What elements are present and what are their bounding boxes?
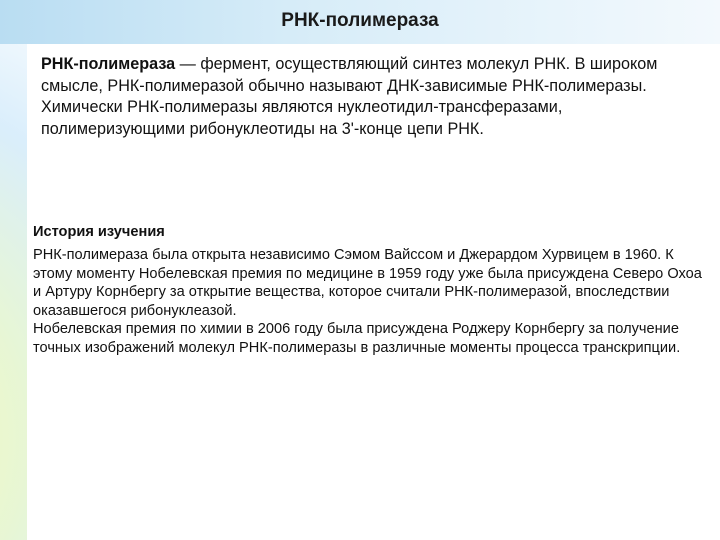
definition-text: — фермент, осуществляющий синтез молекул РНК. В широком смысле, РНК-полимеразой обычно называют ДНК-зависимые РНК-полимеразы. Химически РНК-полимеразы являются нуклеотидил-трансферазами, полимеризующими рибонуклеотиды на 3'-конце цепи РНК. <box>41 55 658 138</box>
definition-paragraph <box>41 54 709 140</box>
history-section <box>33 246 705 358</box>
history-paragraph-1: РНК-полимераза была открыта независимо Сэмом Вайссом и Джерардом Хурвицем в 1960. К этому моменту Нобелевская премия по медицине в 1959 году уже была присуждена Северо Охоа и Артуру Корнбергу за открытие вещества, которое считали РНК-полимеразой, впоследствии оказавшегося рибонуклеазой. <box>33 247 702 319</box>
history-paragraph-2: Нобелевская премия по химии в 2006 году была присуждена Роджеру Корнбергу за получение точных изображений молекул РНК-полимеразы в различные моменты процесса транскрипции. <box>33 321 681 356</box>
definition-term: РНК-полимераза <box>41 55 176 73</box>
slide-title: РНК-полимераза <box>281 10 439 31</box>
history-heading: История изучения <box>33 224 165 240</box>
